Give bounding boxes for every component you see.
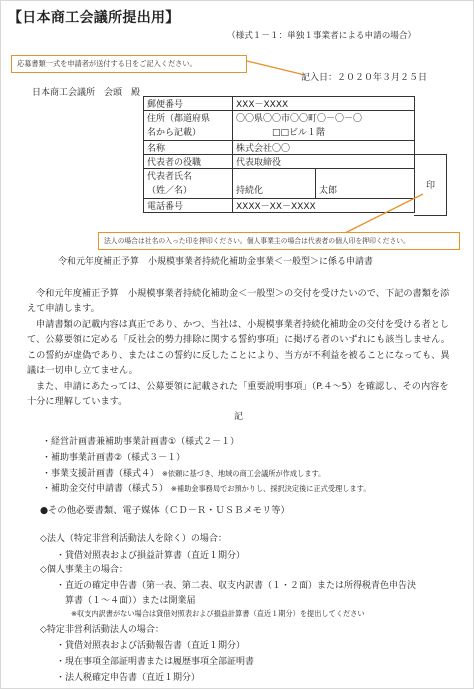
sole-proprietor-doc-1a: ・直近の確定申告書（第一表、第二表、収支内訳書（１・２面）または所得税青色申告決 [56, 581, 417, 591]
callout-pointer-2 [341, 191, 431, 236]
doc-item-4-note: ※補助金事務局でお預かりし、採択決定後に正式受理します。 [170, 484, 371, 493]
address-value [233, 111, 415, 141]
address-value-line1: 〇〇県〇〇市〇〇町〇－〇－〇 [236, 113, 363, 124]
paragraph-3: また、申請にあたっては、公募要領に記載された「重要説明事項」（P.４～5）を確認し、その内容を十分に理解しています。 [27, 381, 449, 408]
other-docs-heading: ●その他必要書類、電子媒体（ＣＤ－Ｒ・ＵＳＢメモリ等） [40, 505, 290, 516]
address-value-line2: □□ビル１階 [272, 127, 326, 138]
npo-doc-2: ・現在事項全部証明書または履歴事項全部証明書 [56, 657, 255, 667]
doc-item-4-label: ・補助金交付申請書（様式５） [42, 484, 169, 494]
doc-item-3-label: ・事業支援計画書（様式４） [42, 469, 160, 479]
entry-date: 記入日：２０２０年３月２５日 [301, 73, 428, 83]
seal-instruction-callout: 法人の場合は社名の入った印を押印ください。個人事業主の場合は代表者の個人印を押印ください。 [98, 232, 460, 250]
rep-title-value: 代表取締役 [233, 155, 415, 169]
doc-item-2: ・補助事業計画書②（様式３－１） [42, 453, 186, 463]
sole-proprietor-heading: ◇個人事業主の場合： [40, 565, 128, 575]
form-label: （様式１－１：単独１事業者による申請の場合） [227, 31, 417, 41]
corporation-heading: ◇法人（特定非営利活動法人を除く）の場合： [40, 534, 227, 544]
npo-heading: ◇特定非営利活動法人の場合： [40, 625, 164, 635]
date-instruction-callout: 応募書類一式を申請者が送付する日をご記入ください。 [11, 55, 247, 73]
postal-value: XXX－XXXX [233, 97, 415, 111]
phone-label: 電話番号 [144, 199, 233, 213]
addressee: 日本商工会議所 会頭 殿 [32, 88, 141, 98]
address-label-line1: 住所（都道府県 [147, 113, 211, 124]
paragraph-1: 令和元年度補正予算 小規模事業者持続化補助金＜一般型＞の交付を受けたいので、下記の書類を添えて申請します。 [27, 288, 450, 315]
rep-family-name: 持続化 [233, 169, 316, 199]
sole-proprietor-note: ※収支内訳書がない場合は貸借対照表および損益計算書（直近１期分）を提出してください [71, 609, 365, 618]
corporation-doc-1: ・貸借対照表および損益計算書（直近１期分） [56, 551, 246, 561]
npo-doc-1: ・貸借対照表および活動報告書（直近１期分） [56, 641, 246, 651]
company-name-label: 名称 [144, 141, 233, 155]
rep-name-label-line2: （姓／名） [147, 185, 193, 196]
phone-value: XXXX－XX－XXXX [233, 199, 415, 213]
rep-name-label [144, 169, 233, 199]
rep-name-label-line1: 代表者氏名 [147, 171, 193, 182]
ki-heading: 記 [234, 412, 244, 422]
paragraph-2: 申請書類の記載内容は真正であり、かつ、当社は、小規模事業者持続化補助金の交付を受ける者として、公募要領に定める「反社会的勢力排除に関する誓約事項」に掲げる者のいずれにも該当しません。この誓約が虚偽であり、またはこの誓約に反したことにより、当方が不利益を被ることになっても、異議は一切申し立てません。 [27, 319, 450, 377]
doc-item-3-note: ※依頼に基づき、地域の商工会議所が作成します。 [161, 469, 326, 478]
doc-item-1: ・経営計画書兼補助事業計画書①（様式２－１） [42, 437, 240, 447]
address-label [144, 111, 233, 141]
npo-doc-3: ・法人税確定申告書（直近１期分） [56, 673, 201, 683]
sole-proprietor-doc-1b: 算書（１～４面））または開業届 [65, 596, 196, 606]
rep-title-label: 代表者の役職 [144, 155, 233, 169]
address-label-line2: 名から記載） [147, 127, 202, 138]
company-name-value: 株式会社〇〇 [233, 141, 415, 155]
doc-item-3 [42, 466, 325, 479]
document-header: 【日本商工会議所提出用】 [8, 10, 180, 26]
seal-mark: 印 [426, 181, 436, 191]
postal-label: 郵便番号 [144, 97, 233, 111]
rep-given-name: 太郎 [316, 169, 415, 199]
application-subject: 令和元年度補正予算 小規模事業者持続化補助金事業＜一般型＞に係る申請書 [58, 257, 374, 267]
doc-item-4 [42, 481, 370, 494]
callout-pointer-1 [245, 59, 307, 81]
